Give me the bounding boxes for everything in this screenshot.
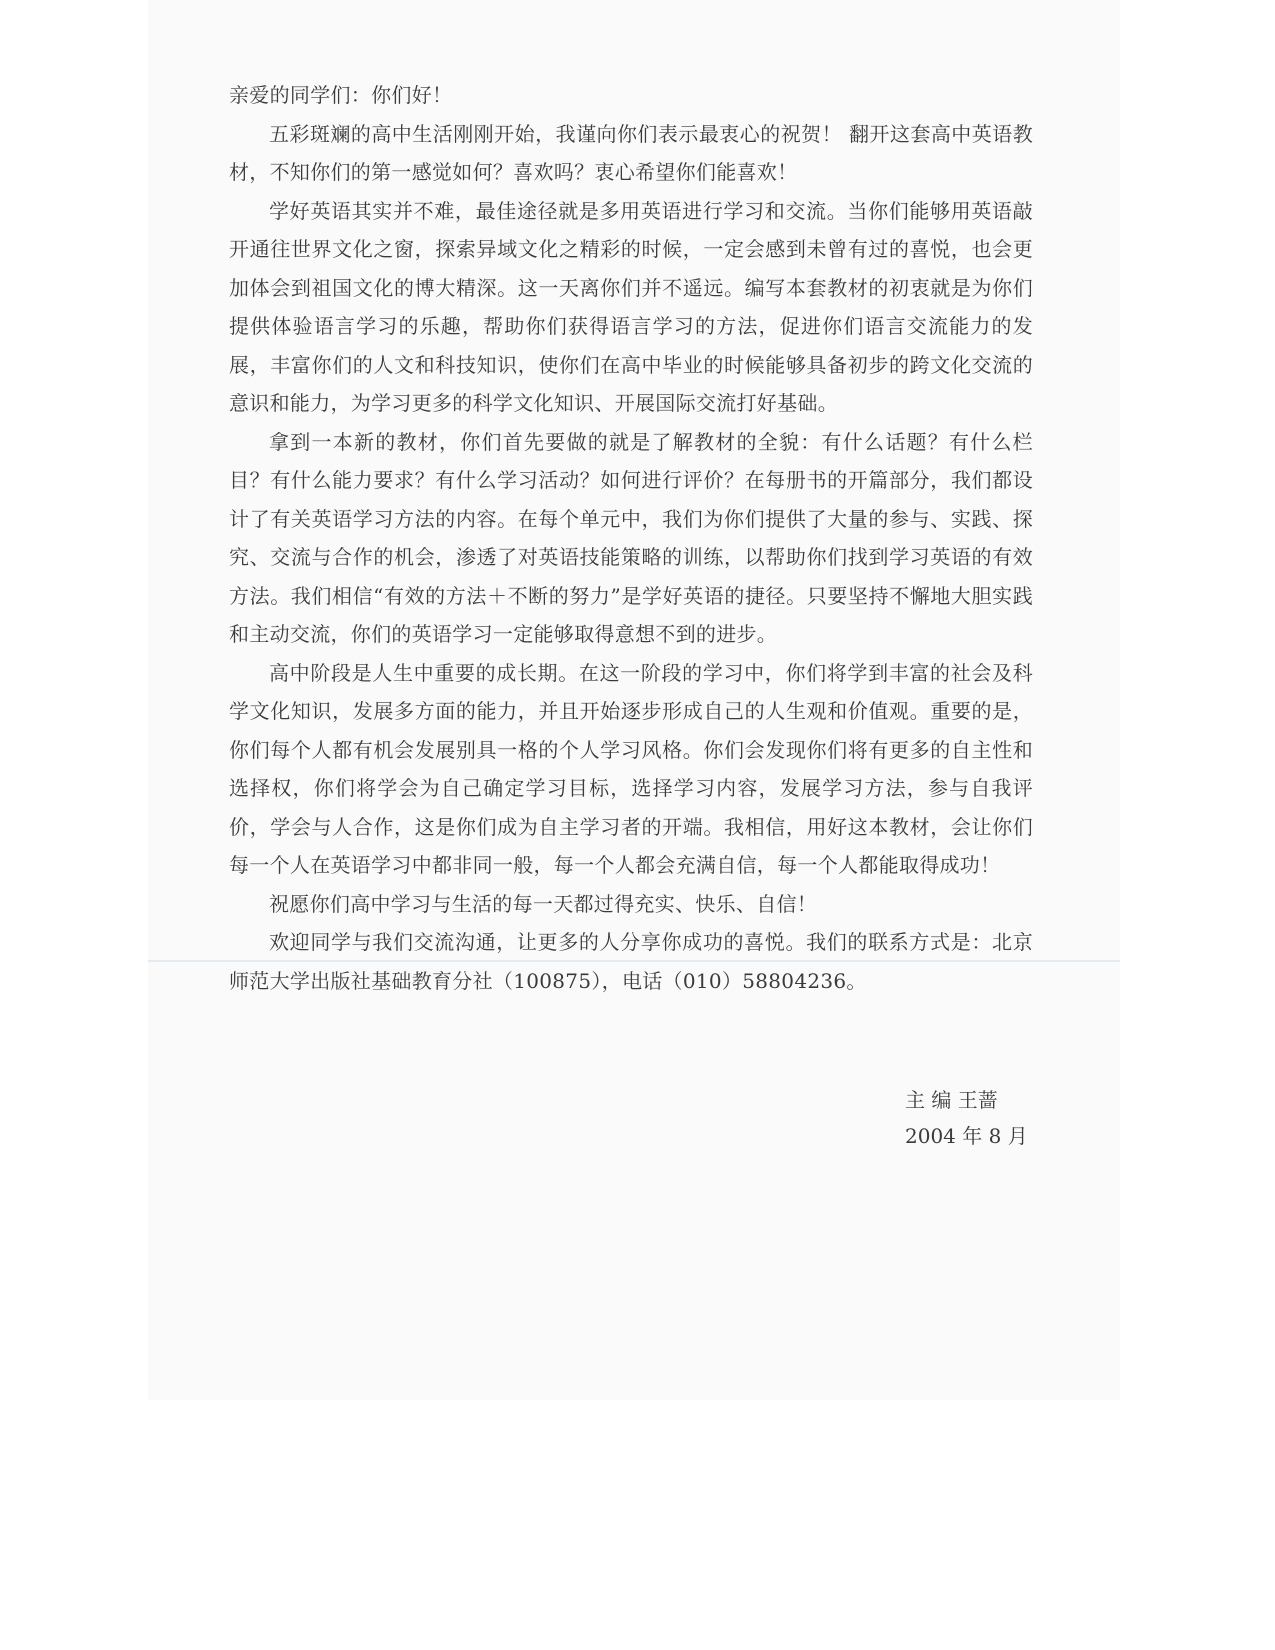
paragraph-learning-english: 学好英语其实并不难，最佳途径就是多用英语进行学习和交流。当你们能够用英语敲开通往世界文化之窗，探索异域文化之精彩的时候，一定会感到未曾有过的喜悦，也会更加体会到祖国文化的博大精深。这一天离你们并不遥远。编写本套教材的初衷就是为你们提供体验语言学习的乐趣，帮助你们获得语言学习的方法，促进你们语言交流能力的发展，丰富你们的人文和科技知识，使你们在高中毕业的时候能够具备初步的跨文化交流的意识和能力，为学习更多的科学文化知识、开展国际交流打好基础。	[229, 198, 1033, 415]
paragraph-wishes: 祝愿你们高中学习与生活的每一天都过得充实、快乐、自信！	[269, 891, 818, 916]
paragraph-textbook-overview: 拿到一本新的教材，你们首先要做的就是了解教材的全貌：有什么话题？有什么栏目？有什么能力要求？有什么学习活动？如何进行评价？在每册书的开篇部分，我们都设计了有关英语学习方法的内容。在每个单元中，我们为你们提供了大量的参与、实践、探究、交流与合作的机会，渗透了对英语技能策略的训练，以帮助你们找到学习英语的有效方法。我们相信“有效的方法＋不断的努力”是学好英语的捷径。只要坚持不懈地大胆实践和主动交流，你们的英语学习一定能够取得意想不到的进步。	[229, 429, 1033, 646]
paragraph-congratulations: 五彩斑斓的高中生活刚刚开始，我谨向你们表示最衷心的祝贺！ 翻开这套高中英语教材，不知你们的第一感觉如何？喜欢吗？衷心希望你们能喜欢！	[229, 121, 1033, 184]
paragraph-growth-period: 高中阶段是人生中重要的成长期。在这一阶段的学习中，你们将学到丰富的社会及科学文化知识，发展多方面的能力，并且开始逐步形成自己的人生观和价值观。重要的是，你们每个人都有机会发展别具一格的个人学习风格。你们会发现你们将有更多的自主性和选择权，你们将学会为自己确定学习目标，选择学习内容，发展学习方法，参与自我评价，学会与人合作，这是你们成为自主学习者的开端。我相信，用好这本教材，会让你们每一个人在英语学习中都非同一般，每一个人都会充满自信，每一个人都能取得成功！	[229, 660, 1033, 877]
signature-date: 2004 年 8 月	[905, 1124, 1028, 1148]
letter-body	[229, 76, 1033, 1000]
signature-block	[905, 1082, 1028, 1154]
paragraph-contact: 欢迎同学与我们交流沟通，让更多的人分享你成功的喜悦。我们的联系方式是：北京师范大学出版社基础教育分社（100875），电话（010）58804236。	[229, 930, 1033, 993]
letter-greeting: 亲爱的同学们：你们好！	[229, 83, 453, 107]
editor-signature: 主 编 王蔷	[905, 1088, 998, 1112]
